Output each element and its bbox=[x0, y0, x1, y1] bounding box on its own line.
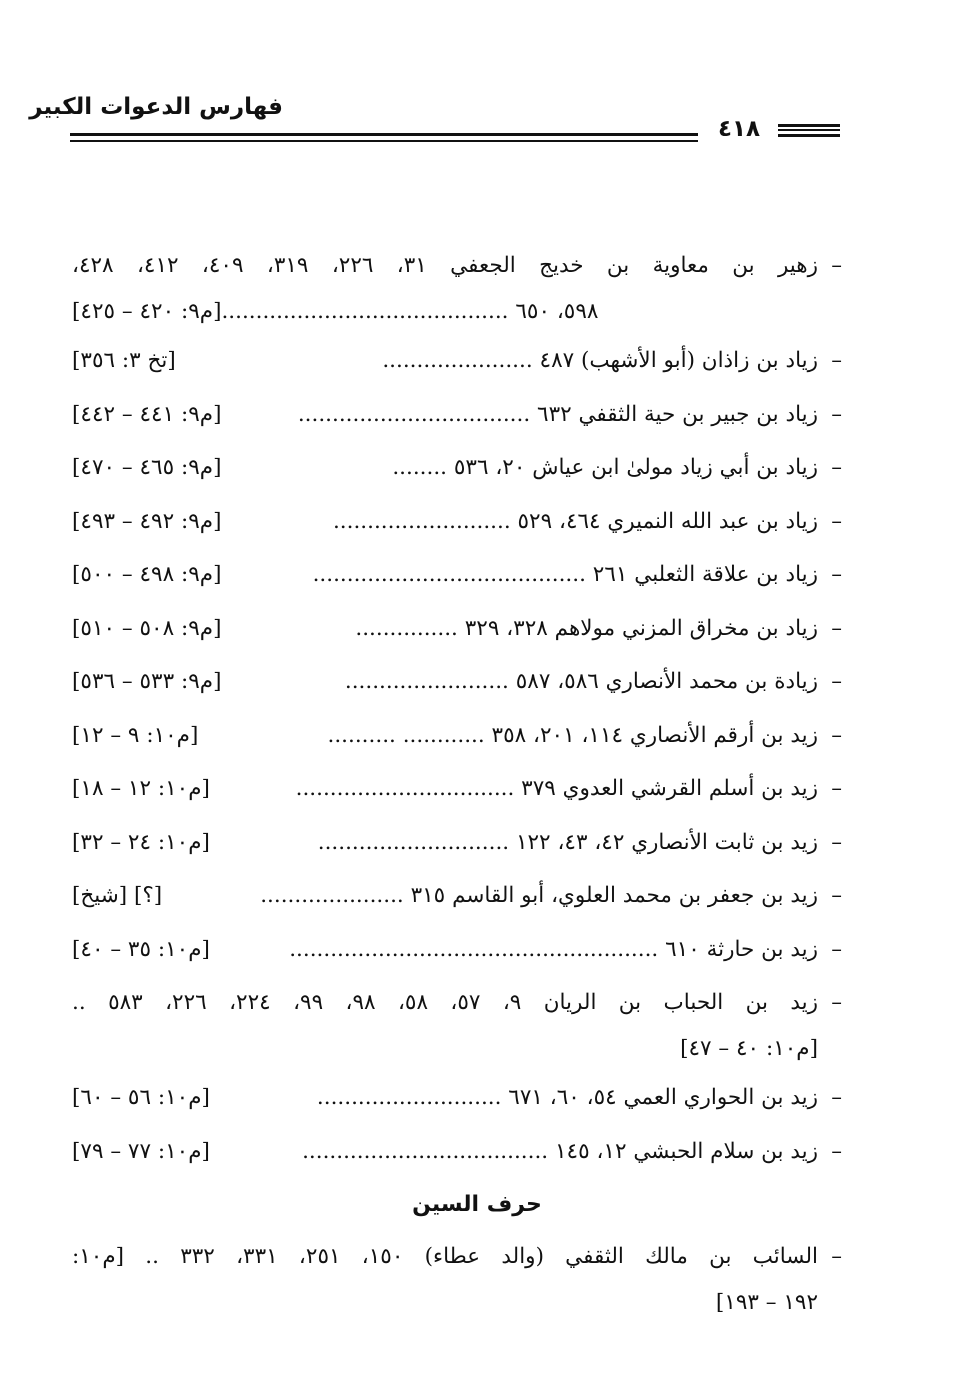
entry-dash: – bbox=[831, 615, 842, 641]
entry-dash: – bbox=[831, 669, 842, 694]
entry-reference: [م٩: ٤٦٥ – ٤٧٠] bbox=[72, 455, 222, 480]
entry-reference: [م١٠: ٣٥ – ٤٠] bbox=[72, 936, 210, 962]
index-entry bbox=[72, 873, 842, 919]
entry-text: زياد بن علاقة الثعلبي ٢٦١ ........................................ bbox=[312, 562, 818, 587]
index-entry bbox=[72, 552, 842, 598]
entry-dash: – bbox=[831, 1138, 842, 1164]
entry-reference: [تخ ٣: ٣٥٦] bbox=[72, 348, 176, 373]
entry-reference: [م٩: ٤٩٢ – ٤٩٣] bbox=[72, 508, 222, 534]
running-title: فهارس الدعوات الكبير bbox=[29, 94, 283, 120]
index-entry bbox=[72, 1075, 842, 1121]
entry-dash: – bbox=[831, 829, 842, 855]
entry-text: زيد بن جعفر بن محمد العلوي، أبو القاسم ٣١٥ ..................... bbox=[260, 883, 818, 908]
entry-text: زيد بن أسلم القرشي العدوي ٣٧٩ ................................ bbox=[295, 776, 818, 801]
entry-dash: – bbox=[831, 990, 842, 1015]
entry-dash: – bbox=[831, 722, 842, 748]
index-entries bbox=[72, 243, 842, 1329]
entry-dash: – bbox=[831, 253, 842, 278]
index-entry bbox=[72, 1129, 842, 1175]
index-entry bbox=[72, 392, 842, 438]
entry-text: زيد بن أرقم الأنصاري ١١٤، ٢٠١، ٣٥٨ ............ .......... bbox=[327, 722, 818, 748]
entry-dash: – bbox=[831, 562, 842, 587]
entry-dash: – bbox=[831, 401, 842, 427]
entry-text: زياد بن زاذان (أبو الأشهب) ٤٨٧ ...................... bbox=[382, 348, 818, 373]
entry-reference: [م١٠: ٢٤ – ٣٢] bbox=[72, 829, 210, 855]
entry-line-2: [م١٠: ٤٠ – ٤٧] bbox=[680, 1036, 818, 1061]
entry-text: زيد بن الحواري العمي ٥٤، ٦٠، ٦٧١ ........................... bbox=[316, 1085, 818, 1110]
entry-dash: – bbox=[831, 1085, 842, 1110]
entry-reference: [م٩: ٥٣٣ – ٥٣٦] bbox=[72, 669, 222, 694]
header-rule-long bbox=[70, 133, 698, 142]
entry-line-2: ٥٩٨، ٦٥٠ ..........................................[م٩: ٤٢٠ – ٤٢٥] bbox=[72, 299, 599, 324]
entry-dash: – bbox=[831, 776, 842, 801]
entry-dash: – bbox=[831, 883, 842, 908]
index-entry bbox=[72, 1234, 842, 1326]
index-entry bbox=[72, 713, 842, 759]
index-entry bbox=[72, 445, 842, 491]
section-heading: حرف السين bbox=[412, 1192, 542, 1217]
entry-text: زيد بن سلام الحبشي ١٢، ١٤٥ .................................... bbox=[302, 1138, 818, 1164]
index-entry bbox=[72, 606, 842, 652]
entry-line-2: ١٩٢ – ١٩٣] bbox=[715, 1290, 818, 1315]
page-header bbox=[29, 92, 840, 152]
entry-dash: – bbox=[831, 936, 842, 962]
entry-text: زياد بن جبير بن حية الثقفي ٦٣٢ .................................. bbox=[297, 401, 818, 427]
index-entry bbox=[72, 766, 842, 812]
entry-text: زياد بن مخراق المزني مولاهم ٣٢٨، ٣٢٩ ............... bbox=[355, 615, 818, 641]
index-entry bbox=[72, 499, 842, 545]
entry-dash: – bbox=[831, 1244, 842, 1269]
header-rule-short bbox=[778, 124, 840, 137]
entry-dash: – bbox=[831, 508, 842, 534]
entry-text: زياد بن أبي زياد مولىٰ ابن عياش ٢٠، ٥٣٦ ........ bbox=[392, 455, 818, 480]
entry-reference: [م١٠: ٩ – ١٢] bbox=[72, 722, 199, 748]
index-entry bbox=[72, 338, 842, 384]
page-number: ٤١٨ bbox=[717, 116, 761, 142]
entry-line-1: زيد بن الحباب بن الريان ٩، ٥٧، ٥٨، ٩٨، ٩٩، ٢٢٤، ٢٢٦، ٥٨٣ .. bbox=[72, 990, 818, 1015]
entry-reference: [م٩: ٥٠٨ – ٥١٠] bbox=[72, 615, 222, 641]
index-entry bbox=[72, 980, 842, 1072]
index-entry bbox=[72, 243, 842, 335]
index-entry bbox=[72, 820, 842, 866]
entry-text: زياد بن عبد الله النميري ٤٦٤، ٥٢٩ .......................... bbox=[332, 508, 818, 534]
entry-reference: [م٩: ٤٩٨ – ٥٠٠] bbox=[72, 562, 222, 587]
entry-text: زيد بن حارثة ٦١٠ ...................................................... bbox=[289, 936, 818, 962]
entry-reference: [م٩: ٤٤١ – ٤٤٢] bbox=[72, 401, 222, 427]
entry-reference: [م١٠: ١٢ – ١٨] bbox=[72, 776, 210, 801]
index-entry bbox=[72, 927, 842, 973]
entry-reference: [م١٠: ٧٧ – ٧٩] bbox=[72, 1138, 210, 1164]
entry-reference: [م١٠: ٥٦ – ٦٠] bbox=[72, 1085, 210, 1110]
entry-text: زيادة بن محمد الأنصاري ٥٨٦، ٥٨٧ ........................ bbox=[344, 669, 818, 694]
entry-text: زيد بن ثابت الأنصاري ٤٢، ٤٣، ١٢٢ ............................ bbox=[317, 829, 818, 855]
entry-dash: – bbox=[831, 348, 842, 373]
entry-line-1: زهير بن معاوية بن خديج الجعفي ٣١، ٢٢٦، ٣١٩، ٤٠٩، ٤١٢، ٤٢٨، bbox=[72, 253, 819, 278]
index-entry bbox=[72, 659, 842, 705]
entry-reference: [؟] [شيخ] bbox=[72, 883, 163, 908]
entry-line-1: السائب بن مالك الثقفي (والد عطاء) ١٥٠، ٢٥١، ٣٣١، ٣٣٢ .. [م١٠: bbox=[72, 1244, 819, 1269]
entry-dash: – bbox=[831, 455, 842, 480]
